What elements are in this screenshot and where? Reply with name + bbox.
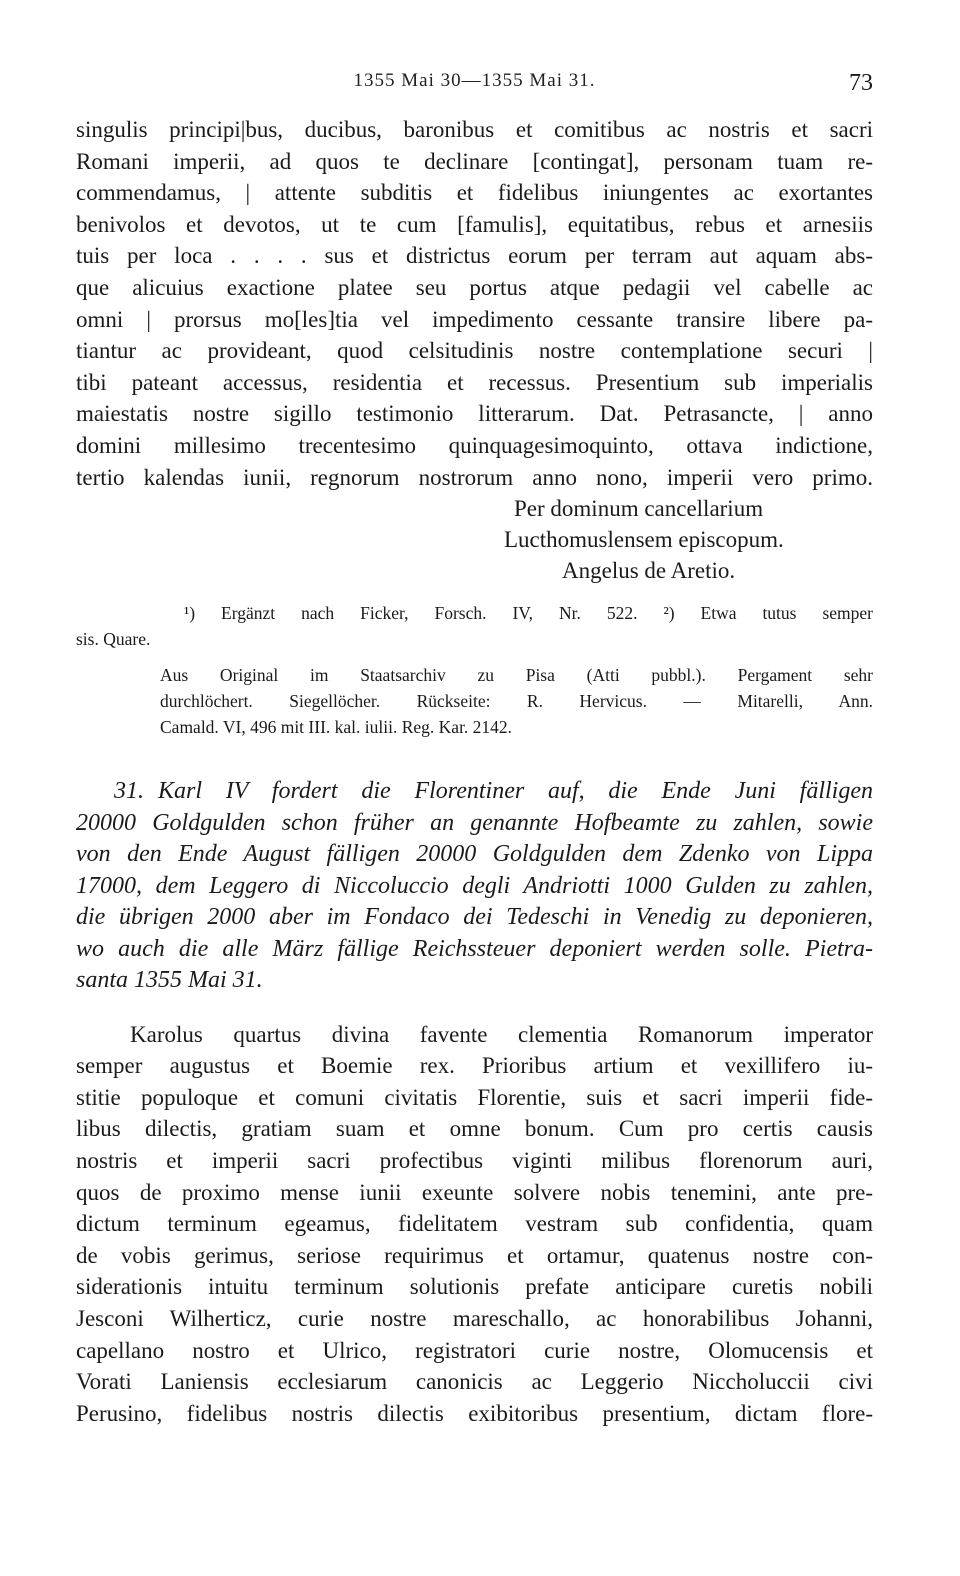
chancery-signature [76, 493, 873, 586]
text-line: Karolus quartus divina favente clementia Romanorum imperator [130, 1021, 873, 1047]
document-number: 31. [114, 778, 144, 805]
document-page [76, 62, 873, 1429]
text-line: omni | prorsus mo[les]tia vel impedimento cessante transire libere pa- [76, 306, 873, 332]
footnote-line: sis. Quare. [76, 629, 151, 650]
text-line: tuis per loca . . . . sus et districtus eorum per terram aut aquam abs- [76, 243, 873, 269]
summary-line: 17000, dem Leggero di Niccoluccio degli Andriotti 1000 Gulden zu zahlen, [76, 872, 873, 899]
document-summary [76, 776, 873, 997]
signature-line: Lucthomuslensem episcopum. [504, 527, 784, 553]
text-line: Jesconi Wilherticz, curie nostre mareschallo, ac honorabilibus Johanni, [76, 1305, 873, 1331]
text-line: maiestatis nostre sigillo testimonio litterarum. Dat. Petrasancte, | anno [76, 401, 873, 427]
text-line: tibi pateant accessus, residentia et recessus. Presentium sub imperialis [76, 369, 873, 395]
summary-line: wo auch die alle März fällige Reichssteuer deponiert werden solle. Pietra- [76, 935, 873, 962]
text-line: Vorati Laniensis ecclesiarum canonicis ac Leggerio Niccholuccii civi [76, 1369, 873, 1395]
signature-line: Angelus de Aretio. [562, 558, 736, 584]
footnote-line: ¹) Ergänzt nach Ficker, Forsch. IV, Nr. 522. ²) Etwa tutus semper [184, 603, 873, 624]
charter-continuation [76, 114, 873, 493]
summary-line: die übrigen 2000 aber im Fondaco dei Tedeschi in Venedig zu deponieren, [76, 904, 873, 931]
page-header [76, 62, 873, 114]
text-line: tertio kalendas iunii, regnorum nostrorum anno nono, imperii vero primo. [76, 464, 873, 490]
summary-text: Karl IV fordert die Florentiner auf, die Ende Juni fälligen [158, 778, 873, 805]
text-line: Romani imperii, ad quos te declinare [contingat], personam tuam re- [76, 148, 873, 174]
page-number: 73 [849, 70, 873, 96]
text-line: dictum terminum egeamus, fidelitatem vestram sub confidentia, quam [76, 1211, 873, 1237]
text-line: domini millesimo trecentesimo quinquagesimoquinto, ottava indictione, [76, 432, 873, 458]
letter-text [76, 1019, 873, 1430]
summary-line: 20000 Goldgulden schon früher an genannte Hofbeamte zu zahlen, sowie [76, 809, 873, 836]
text-line: siderationis intuitu terminum solutionis prefate anticipare curetis nobili [76, 1274, 873, 1300]
text-line: stitie populoque et comuni civitatis Florentie, suis et sacri imperii fide- [76, 1084, 873, 1110]
text-line: capellano nostro et Ulrico, registratori curie nostre, Olomucensis et [76, 1337, 873, 1363]
text-line: quos de proximo mense iunii exeunte solvere nobis tenemini, ante pre- [76, 1179, 873, 1205]
summary-line [76, 776, 873, 808]
summary-line: von den Ende August fälligen 20000 Goldgulden dem Zdenko von Lippa [76, 841, 873, 868]
text-line: Perusino, fidelibus nostris dilectis exibitoribus presentium, dictam flore- [76, 1400, 873, 1426]
text-line: libus dilectis, gratiam suam et omne bonum. Cum pro certis causis [76, 1116, 873, 1142]
text-line: de vobis gerimus, seriose requirimus et ortamur, quatenus nostre con- [76, 1242, 873, 1268]
footnotes [76, 600, 873, 652]
text-line: que alicuius exactione platee seu portus atque pedagii vel cabelle ac [76, 274, 873, 300]
source-note [76, 662, 873, 740]
source-line: Camald. VI, 496 mit III. kal. iulii. Reg. Kar. 2142. [160, 717, 513, 738]
signature-line: Per dominum cancellarium [514, 496, 764, 522]
text-line: benivolos et devotos, ut te cum [famulis], equitatibus, rebus et arnesiis [76, 211, 873, 237]
text-line: semper augustus et Boemie rex. Prioribus artium et vexillifero iu- [76, 1053, 873, 1079]
text-line: nostris et imperii sacri profectibus viginti milibus florenorum auri, [76, 1148, 873, 1173]
running-head: 1355 Mai 30—1355 Mai 31. [353, 70, 596, 91]
source-line: Aus Original im Staatsarchiv zu Pisa (Atti pubbl.). Pergament sehr [160, 665, 873, 686]
source-line: durchlöchert. Siegellöcher. Rückseite: R. Hervicus. — Mitarelli, Ann. [160, 691, 873, 712]
text-line: tiantur ac provideant, quod celsitudinis nostre contemplatione securi | [76, 338, 873, 364]
text-line: commendamus, | attente subditis et fidelibus iniungentes ac exortantes [76, 180, 873, 206]
text-line: singulis principi|bus, ducibus, baronibus et comitibus ac nostris et sacri [76, 117, 873, 142]
summary-line: santa 1355 Mai 31. [76, 967, 263, 994]
